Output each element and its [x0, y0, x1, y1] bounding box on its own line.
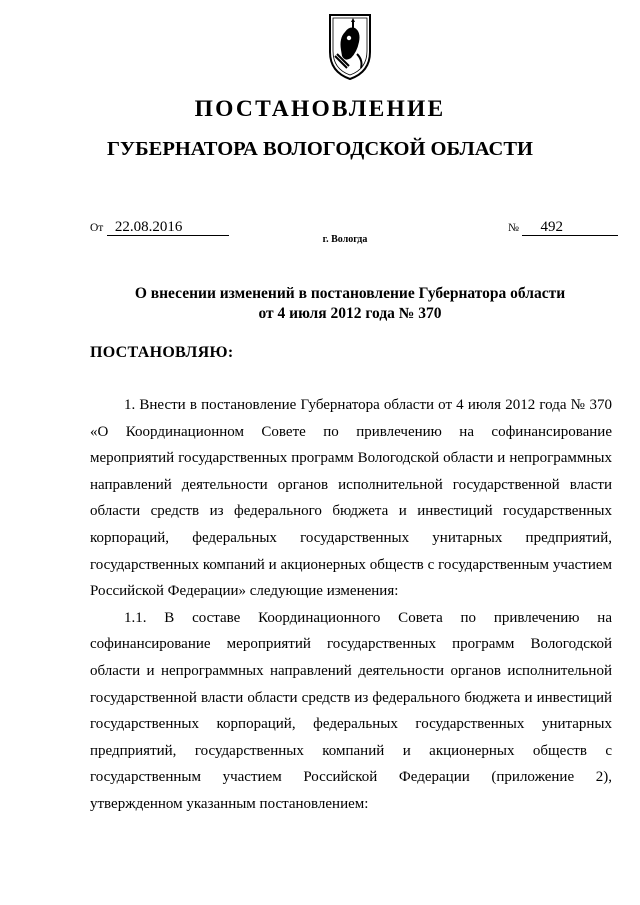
city: г. Вологда — [322, 234, 368, 245]
paragraph-1-1: 1.1. В составе Координационного Совета по привлечению на софинансирование мероприятий государственных программ Вологодской области и непрограммных направлений деятельности органов исполнительной государственной власти области средств из федерального бюджета и инвестиций государственных корпораций, федеральных государственных унитарных предприятий, государственных компаний и акционерных обществ с государственным участием Российской Федерации (приложение 2), утвержденном указанным постановлением: — [90, 609, 612, 812]
date-prefix: От — [90, 222, 104, 234]
decree-heading: ПОСТАНОВЛЯЮ: — [90, 344, 234, 361]
document-issuer: ГУБЕРНАТОРА ВОЛОГОДСКОЙ ОБЛАСТИ — [107, 138, 533, 160]
subject-line-1: О внесении изменений в постановление Губернатора области — [134, 285, 566, 302]
paragraph-1: 1. Внести в постановление Губернатора области от 4 июля 2012 года № 370 «О Координационном Совете по привлечению на софинансирование мероприятий государственных программ Вологодской области и непрограммных направлений деятельности органов исполнительной государственной власти области средств из федерального бюджета и инвестиций государственных корпораций, федеральных государственных унитарных предприятий, государственных компаний и акционерных обществ с государственным участием Российской Федерации» следующие изменения: — [90, 397, 612, 600]
document-title: ПОСТАНОВЛЕНИЕ — [194, 96, 446, 122]
number-value: 492 — [522, 219, 618, 236]
coat-of-arms-icon — [327, 12, 373, 82]
document-body — [90, 392, 612, 818]
document-subject — [100, 284, 600, 324]
subject-line-2: от 4 июля 2012 года № 370 — [258, 305, 442, 322]
date-value: 22.08.2016 — [107, 219, 229, 236]
number-prefix: № — [508, 222, 519, 234]
